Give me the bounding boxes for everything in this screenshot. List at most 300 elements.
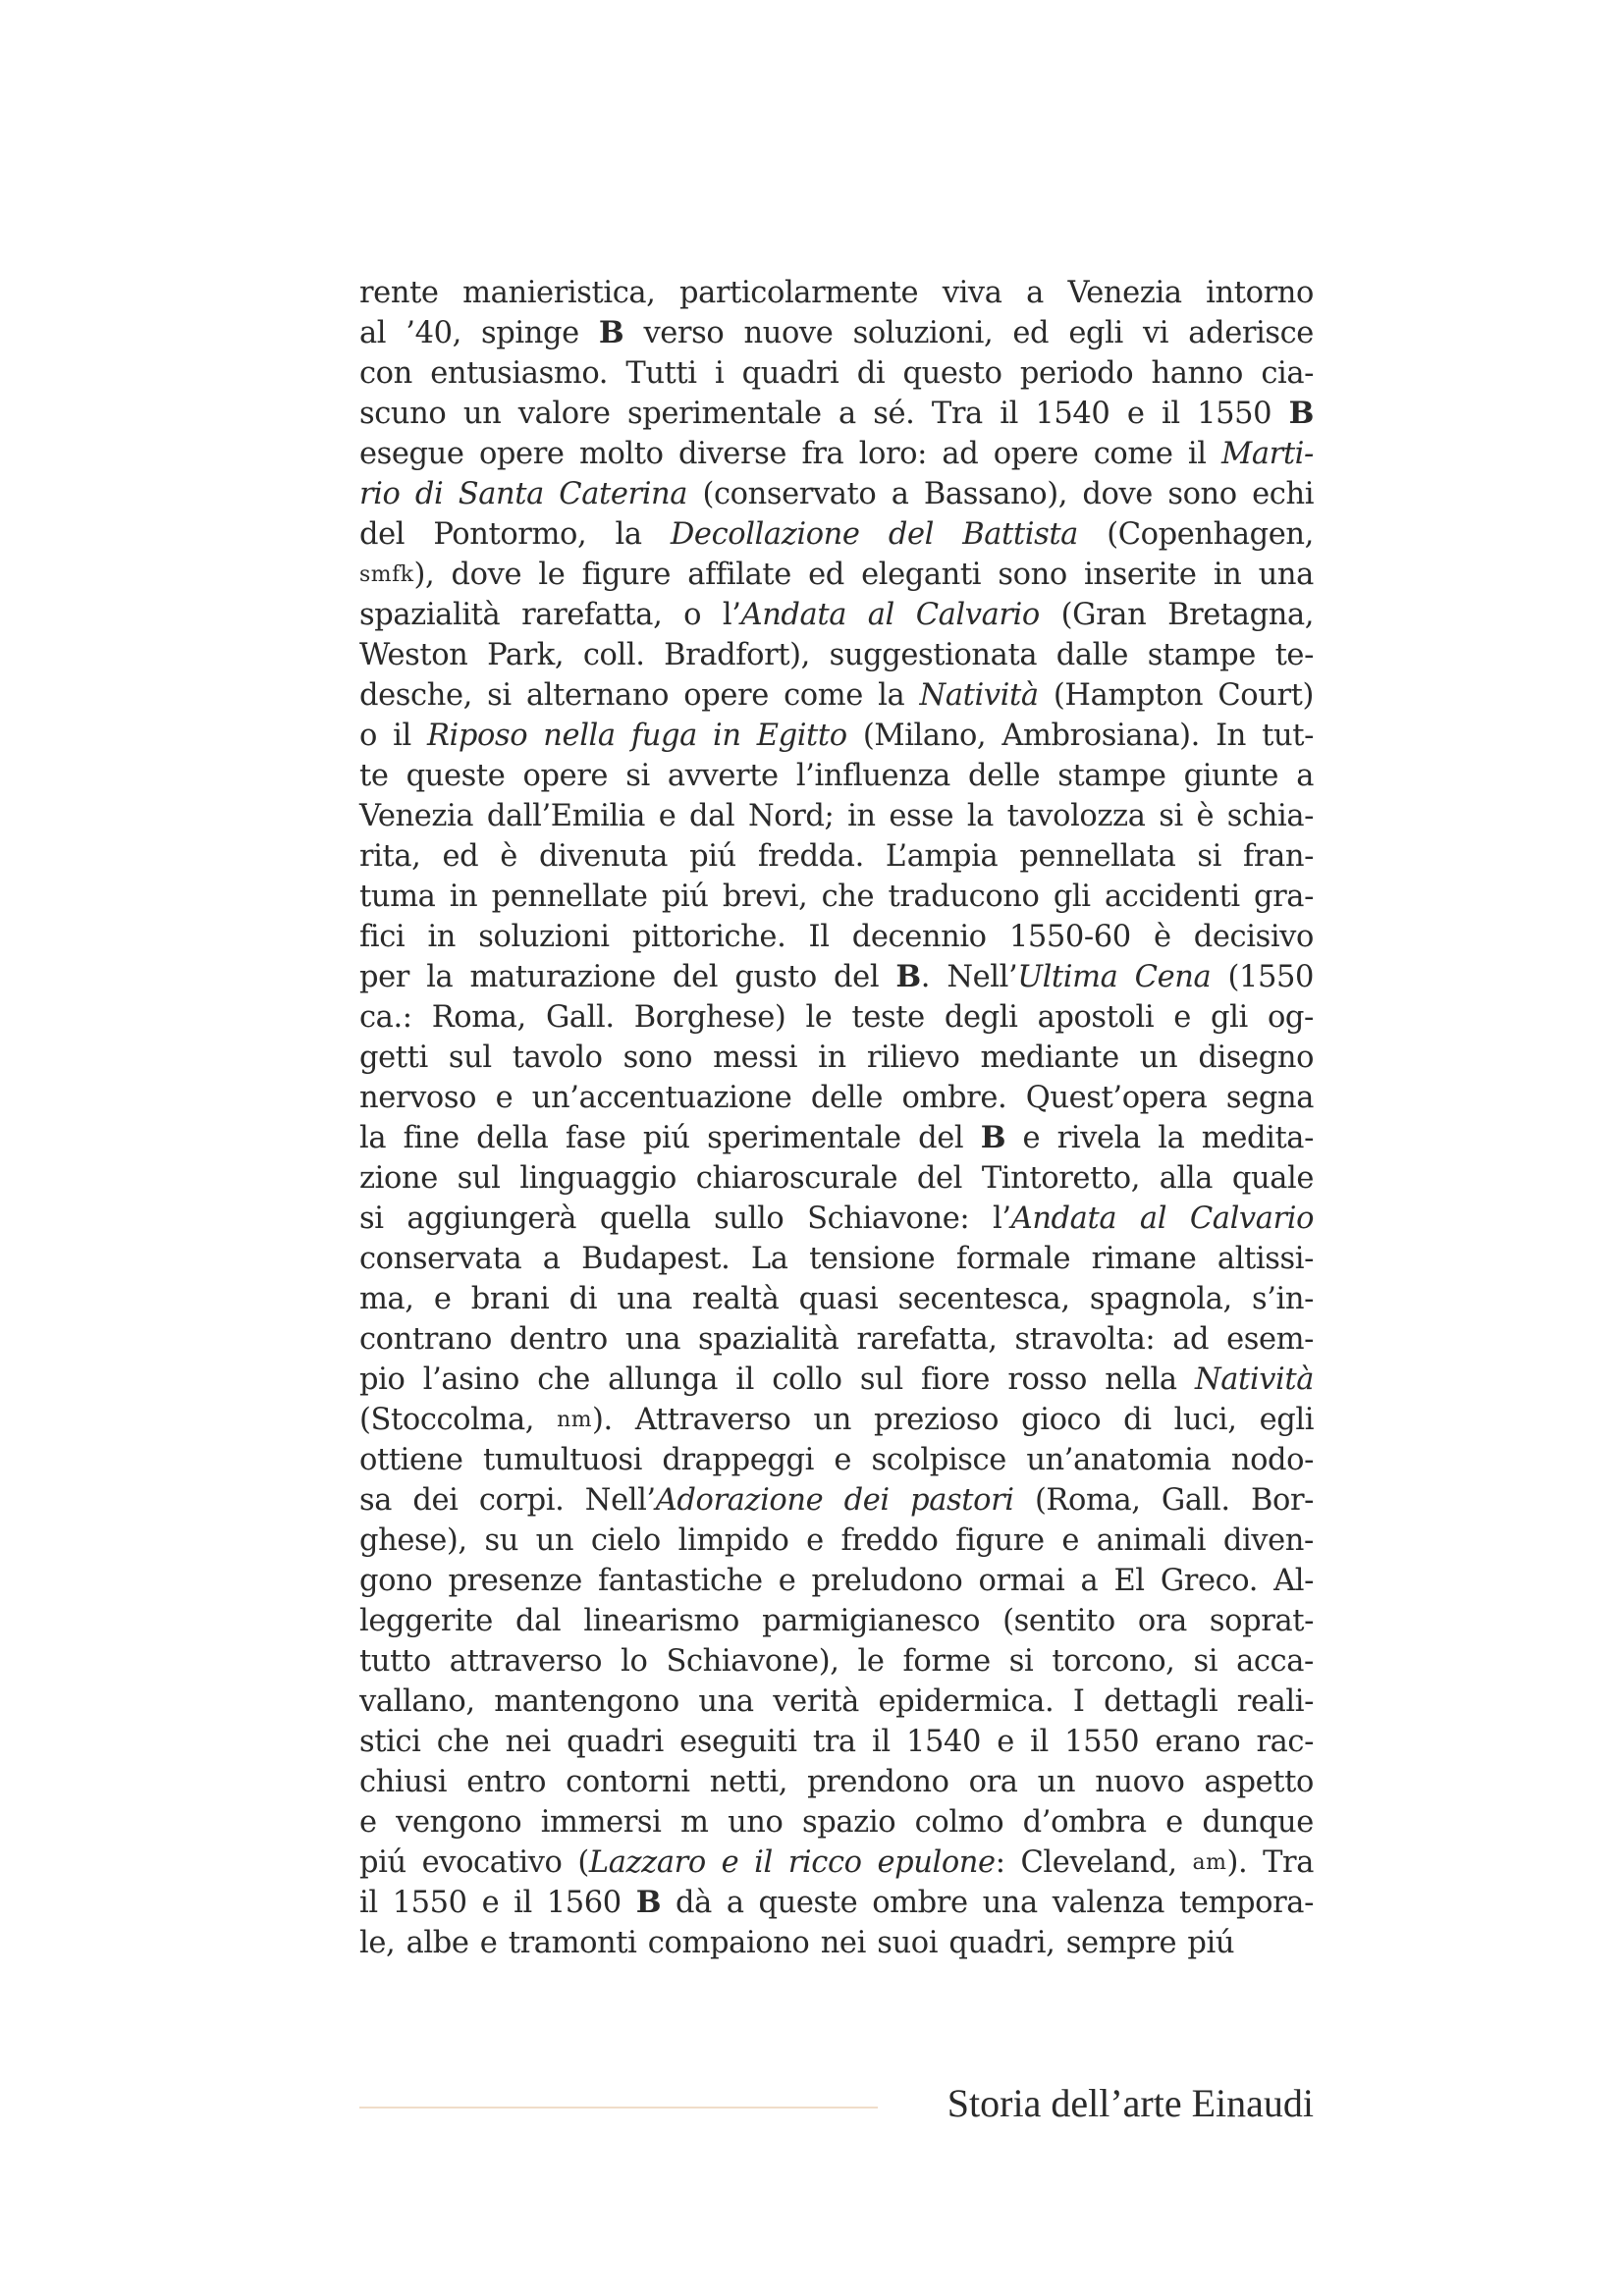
text-run: sullo xyxy=(714,1201,784,1236)
text-run: gli xyxy=(1053,880,1091,914)
text-run: rita, xyxy=(359,839,421,874)
word-gap xyxy=(904,675,919,716)
text-run: fine xyxy=(403,1121,460,1155)
word-gap xyxy=(788,1239,810,1279)
text-line xyxy=(359,514,1314,555)
word-gap xyxy=(476,1078,496,1118)
word-gap xyxy=(851,1440,871,1480)
text-line xyxy=(359,1038,1314,1078)
word-gap xyxy=(863,675,878,716)
word-gap xyxy=(897,1158,917,1199)
text-run: fiore xyxy=(921,1362,991,1397)
word-gap xyxy=(1211,957,1227,997)
text-run: rilievo xyxy=(866,1041,960,1075)
word-gap xyxy=(1075,1762,1095,1802)
word-gap xyxy=(656,957,673,997)
word-gap xyxy=(790,1400,813,1440)
word-gap xyxy=(986,716,1001,756)
word-gap xyxy=(1033,1641,1052,1682)
word-gap xyxy=(467,635,487,675)
text-run: chiusi xyxy=(359,1765,448,1799)
italic-title: Andata xyxy=(1010,1201,1117,1236)
word-gap xyxy=(817,957,834,997)
italic-title: Adorazione xyxy=(655,1483,824,1518)
word-gap xyxy=(1153,474,1167,514)
text-run: formale xyxy=(955,1242,1071,1276)
text-run: mantengono xyxy=(494,1684,679,1719)
text-line xyxy=(359,1521,1314,1561)
word-gap xyxy=(885,353,902,394)
text-run: una xyxy=(624,1322,681,1357)
word-gap xyxy=(384,1199,407,1239)
word-gap xyxy=(1140,1158,1160,1199)
word-gap xyxy=(460,1118,476,1158)
text-run: un’accentuazione xyxy=(531,1081,792,1115)
word-gap xyxy=(1005,1118,1022,1158)
text-run: opere xyxy=(478,437,565,471)
text-run: a xyxy=(839,397,856,431)
text-run: Roma, xyxy=(431,1000,526,1035)
word-gap xyxy=(446,394,462,434)
word-gap xyxy=(1131,917,1154,957)
word-gap xyxy=(724,313,743,353)
word-gap xyxy=(718,1360,735,1400)
text-run: collo xyxy=(772,1362,842,1397)
word-gap xyxy=(463,1440,483,1480)
text-line xyxy=(359,434,1314,474)
text-run: e xyxy=(481,1886,500,1920)
text-run: le xyxy=(805,1000,833,1035)
text-run: In xyxy=(1216,719,1246,753)
word-gap xyxy=(690,1762,710,1802)
text-run: a xyxy=(542,1242,561,1276)
text-run: il xyxy=(735,1362,755,1397)
text-run: si xyxy=(359,1201,384,1236)
italic-title: Battista xyxy=(962,517,1078,552)
text-run: come xyxy=(784,678,863,713)
text-run: una xyxy=(698,1684,754,1719)
word-gap xyxy=(1119,1038,1140,1078)
word-gap xyxy=(517,836,539,877)
word-gap xyxy=(420,836,442,877)
text-run: cielo xyxy=(590,1523,661,1558)
text-run: del xyxy=(918,1121,964,1155)
text-run: : xyxy=(995,1845,1005,1880)
text-run: acca- xyxy=(1236,1644,1314,1679)
word-gap xyxy=(1165,756,1183,796)
word-gap xyxy=(687,474,702,514)
text-run: sono xyxy=(998,558,1067,592)
text-run: spazio xyxy=(802,1805,896,1840)
text-line xyxy=(359,555,1314,595)
text-run: netti, xyxy=(709,1765,787,1799)
word-gap xyxy=(461,313,481,353)
text-run: La xyxy=(750,1242,788,1276)
text-run: di xyxy=(1123,1403,1152,1437)
word-gap xyxy=(386,1118,403,1158)
text-run: un xyxy=(535,1523,574,1558)
text-run: tumultuosi xyxy=(483,1443,642,1477)
word-gap xyxy=(582,1561,598,1601)
word-gap xyxy=(669,675,683,716)
word-gap xyxy=(692,1038,713,1078)
text-run: valore xyxy=(517,397,611,431)
word-gap xyxy=(706,1842,722,1883)
text-run: diven- xyxy=(1222,1523,1314,1558)
word-gap xyxy=(1240,1722,1256,1762)
word-gap xyxy=(981,555,998,595)
word-gap xyxy=(563,1842,578,1883)
text-line xyxy=(359,1923,1314,1963)
text-run: giunte xyxy=(1183,759,1279,793)
text-run: conservata xyxy=(359,1242,522,1276)
word-gap xyxy=(1091,877,1105,917)
text-line xyxy=(359,1440,1314,1480)
word-gap xyxy=(645,635,665,675)
word-gap xyxy=(428,1038,449,1078)
text-run: il xyxy=(393,719,411,753)
text-run: e xyxy=(1173,1000,1191,1035)
text-run: Il xyxy=(808,920,830,954)
text-run: soluzioni xyxy=(478,920,610,954)
text-run: loro: xyxy=(858,437,928,471)
text-run: fici xyxy=(359,920,406,954)
word-gap xyxy=(439,273,463,313)
text-run: (Hampton xyxy=(1053,678,1204,713)
word-gap xyxy=(1017,997,1037,1038)
word-gap xyxy=(513,1078,532,1118)
word-gap xyxy=(842,1360,860,1400)
word-gap xyxy=(830,917,852,957)
text-run: desche, xyxy=(359,678,472,713)
text-run: soprat- xyxy=(1209,1604,1314,1638)
text-run: L’ampia xyxy=(885,839,999,874)
text-run: ora xyxy=(1137,1604,1187,1638)
word-gap xyxy=(914,394,931,434)
text-run: Attraverso xyxy=(634,1403,791,1437)
text-run: e xyxy=(1061,1523,1079,1558)
word-gap xyxy=(810,635,830,675)
word-gap xyxy=(1064,1561,1080,1601)
text-run: reali- xyxy=(1236,1684,1315,1719)
text-run: getti xyxy=(359,1041,428,1075)
text-run: cia- xyxy=(1261,356,1315,391)
text-run: che xyxy=(821,880,875,914)
word-gap xyxy=(730,1239,751,1279)
text-run: torcono, xyxy=(1052,1644,1175,1679)
word-gap xyxy=(990,1360,1007,1400)
text-run: in xyxy=(847,799,876,833)
body-text xyxy=(359,273,1314,1963)
text-run: uno xyxy=(728,1805,784,1840)
word-gap xyxy=(1039,675,1054,716)
text-run: è xyxy=(500,839,517,874)
word-gap xyxy=(472,675,487,716)
text-line xyxy=(359,1883,1314,1923)
word-gap xyxy=(1152,1400,1174,1440)
text-line xyxy=(359,675,1314,716)
word-gap xyxy=(551,1722,567,1762)
word-gap xyxy=(443,474,458,514)
text-run: aderisce xyxy=(1188,316,1314,350)
text-run: ). xyxy=(592,1403,613,1437)
word-gap xyxy=(786,434,801,474)
text-run: e xyxy=(433,1282,452,1316)
text-line xyxy=(359,1199,1314,1239)
text-run: dei xyxy=(412,1483,459,1518)
word-gap xyxy=(1038,1883,1053,1923)
text-line xyxy=(359,716,1314,756)
word-gap xyxy=(573,1521,591,1561)
text-run: freddo xyxy=(840,1523,939,1558)
text-run: stampe xyxy=(1147,638,1256,672)
text-run: delle xyxy=(810,1081,884,1115)
word-gap xyxy=(1003,1802,1023,1842)
word-gap xyxy=(386,313,406,353)
word-gap xyxy=(1214,796,1227,836)
text-run: Bassano), xyxy=(923,477,1067,511)
word-gap xyxy=(1078,434,1093,474)
text-run: pennellate xyxy=(491,880,648,914)
word-gap xyxy=(519,1360,537,1400)
text-run: eleganti xyxy=(861,558,982,592)
text-line xyxy=(359,997,1314,1038)
word-gap xyxy=(615,997,634,1038)
text-run: tavolo xyxy=(512,1041,603,1075)
word-gap xyxy=(1207,1078,1226,1118)
text-run: verità xyxy=(773,1684,859,1719)
word-gap xyxy=(983,394,1000,434)
text-run: Borghese) xyxy=(633,1000,786,1035)
text-run: ma, xyxy=(359,1282,414,1316)
word-gap xyxy=(1256,635,1275,675)
text-run: rac- xyxy=(1256,1725,1315,1759)
italic-title: Lazzaro xyxy=(588,1845,706,1880)
word-gap xyxy=(564,1480,584,1521)
text-run: Ambrosiana). xyxy=(1001,719,1200,753)
italic-title: epulone xyxy=(877,1845,996,1880)
text-run: sono xyxy=(622,1041,693,1075)
word-gap xyxy=(969,1199,993,1239)
text-run: prezioso xyxy=(873,1403,1000,1437)
text-run: diverse xyxy=(678,437,787,471)
text-run: ormai xyxy=(978,1564,1065,1598)
word-gap xyxy=(999,1400,1021,1440)
word-gap xyxy=(785,917,808,957)
text-run: (sentito xyxy=(1002,1604,1115,1638)
word-gap xyxy=(645,796,659,836)
text-run: Schiavone: xyxy=(807,1201,970,1236)
word-gap xyxy=(459,1480,479,1521)
word-gap xyxy=(1200,716,1216,756)
text-run: il xyxy=(871,1725,891,1759)
word-gap xyxy=(405,514,433,555)
word-gap xyxy=(378,1883,393,1923)
word-gap xyxy=(1177,1038,1198,1078)
text-run: te- xyxy=(1274,638,1314,672)
text-run: teste xyxy=(851,1000,925,1035)
text-run: te xyxy=(359,759,389,793)
text-run: soluzioni, xyxy=(852,316,994,350)
word-gap xyxy=(1049,1722,1064,1762)
word-gap xyxy=(1187,1601,1210,1641)
text-run: viva xyxy=(942,276,1002,310)
word-gap xyxy=(769,675,784,716)
word-gap xyxy=(709,1802,729,1842)
word-gap xyxy=(876,796,890,836)
text-run: (Milano, xyxy=(862,719,987,753)
text-run: sa xyxy=(359,1483,393,1518)
text-line xyxy=(359,1802,1314,1842)
text-run: parmigianesco xyxy=(762,1604,981,1638)
text-run: pittoriche. xyxy=(631,920,786,954)
word-gap xyxy=(492,1038,513,1078)
text-run: presenze xyxy=(448,1564,582,1598)
word-gap xyxy=(709,877,723,917)
word-gap xyxy=(608,1319,625,1360)
text-run: dall’Emilia xyxy=(486,799,646,833)
text-run: esem- xyxy=(1226,1322,1315,1357)
text-run: mediante xyxy=(980,1041,1119,1075)
text-run: 1540 xyxy=(1035,397,1110,431)
text-run: smfk xyxy=(359,562,414,587)
word-gap xyxy=(1141,1480,1162,1521)
text-run: vengono xyxy=(396,1805,522,1840)
text-run: lo xyxy=(621,1644,648,1679)
text-run: Bradfort), xyxy=(664,638,810,672)
word-gap xyxy=(718,957,734,997)
text-run: 1560 xyxy=(546,1886,622,1920)
word-gap xyxy=(981,1722,997,1762)
text-run: m xyxy=(680,1805,709,1840)
bold-initial: B xyxy=(1288,396,1314,431)
text-run: ombre xyxy=(872,1886,968,1920)
text-run: gra- xyxy=(1253,880,1314,914)
word-gap xyxy=(1180,394,1197,434)
text-run: rivela xyxy=(1056,1121,1141,1155)
word-gap xyxy=(464,434,479,474)
word-gap xyxy=(832,997,851,1038)
text-run: opere xyxy=(683,678,769,713)
word-gap xyxy=(895,1802,915,1842)
text-run: o xyxy=(683,598,702,632)
text-run: divenuta xyxy=(538,839,669,874)
text-run: ed xyxy=(1012,316,1050,350)
text-run: . xyxy=(920,960,931,994)
text-run: e xyxy=(1022,1121,1041,1155)
word-gap xyxy=(734,796,748,836)
text-line xyxy=(359,595,1314,635)
word-gap xyxy=(930,957,947,997)
word-gap xyxy=(824,1521,841,1561)
italic-title: al xyxy=(867,598,894,632)
text-run: un xyxy=(462,397,502,431)
word-gap xyxy=(1067,555,1084,595)
text-run: vallano, xyxy=(359,1684,475,1719)
word-gap xyxy=(885,1641,903,1682)
word-gap xyxy=(962,1158,982,1199)
word-gap xyxy=(1191,997,1211,1038)
text-run: di xyxy=(856,356,886,391)
word-gap xyxy=(791,555,808,595)
text-run: eseguiti xyxy=(679,1725,797,1759)
text-run: nuovo xyxy=(1095,1765,1185,1799)
text-run: fran- xyxy=(1243,839,1315,874)
text-run: brevi, xyxy=(722,880,808,914)
word-gap xyxy=(998,1319,1015,1360)
text-run: del xyxy=(916,1161,963,1196)
text-run: secentesca, xyxy=(897,1282,1070,1316)
text-run: leggerite xyxy=(359,1604,493,1638)
text-run: accidenti xyxy=(1104,880,1240,914)
text-run: e xyxy=(834,1443,852,1477)
text-run: rarefatta, xyxy=(856,1322,998,1357)
text-run: disegno xyxy=(1198,1041,1315,1075)
text-run: in xyxy=(1213,558,1242,592)
italic-title: Decollazione xyxy=(670,517,860,552)
text-run: e xyxy=(997,1725,1014,1759)
text-run: Tra xyxy=(931,397,983,431)
text-run: del xyxy=(359,517,406,552)
word-gap xyxy=(1217,1641,1236,1682)
word-gap xyxy=(807,877,821,917)
text-line xyxy=(359,1561,1314,1601)
text-run: dove xyxy=(1082,477,1153,511)
word-gap xyxy=(1067,474,1082,514)
word-gap xyxy=(903,1360,921,1400)
word-gap xyxy=(1045,1521,1062,1561)
word-gap xyxy=(1014,1722,1030,1762)
word-gap xyxy=(546,1762,566,1802)
text-run: traducono xyxy=(888,880,1040,914)
text-run: El xyxy=(1113,1564,1145,1598)
text-run: un xyxy=(1037,1765,1076,1799)
text-run: la xyxy=(1158,1121,1185,1155)
word-gap xyxy=(661,1883,676,1923)
text-run: Gall. xyxy=(1161,1483,1230,1518)
text-run: Tra xyxy=(1263,1845,1315,1880)
text-run: zione xyxy=(359,1161,438,1196)
word-gap xyxy=(1133,353,1151,394)
text-run: Tintoretto, xyxy=(981,1161,1140,1196)
text-run: sul xyxy=(448,1041,492,1075)
text-run: vi xyxy=(1142,316,1169,350)
word-gap xyxy=(613,1400,635,1440)
word-gap xyxy=(1087,1360,1105,1400)
word-gap xyxy=(878,1279,897,1319)
text-line xyxy=(359,1360,1314,1400)
text-run: si xyxy=(625,759,650,793)
word-gap xyxy=(1141,1118,1158,1158)
text-line xyxy=(359,1400,1314,1440)
word-gap xyxy=(1171,917,1194,957)
text-run: avverte xyxy=(667,759,779,793)
text-line xyxy=(359,1078,1314,1118)
word-gap xyxy=(987,917,1009,957)
word-gap xyxy=(879,957,895,997)
word-gap xyxy=(377,1802,397,1842)
text-run: medita- xyxy=(1201,1121,1314,1155)
text-line xyxy=(359,1762,1314,1802)
text-run: piú xyxy=(642,1121,690,1155)
word-gap xyxy=(1247,1842,1263,1883)
word-gap xyxy=(894,595,916,635)
word-gap xyxy=(435,877,449,917)
word-gap xyxy=(844,555,861,595)
word-gap xyxy=(1040,595,1061,635)
word-gap xyxy=(564,635,583,675)
text-run: tempora- xyxy=(1178,1886,1314,1920)
